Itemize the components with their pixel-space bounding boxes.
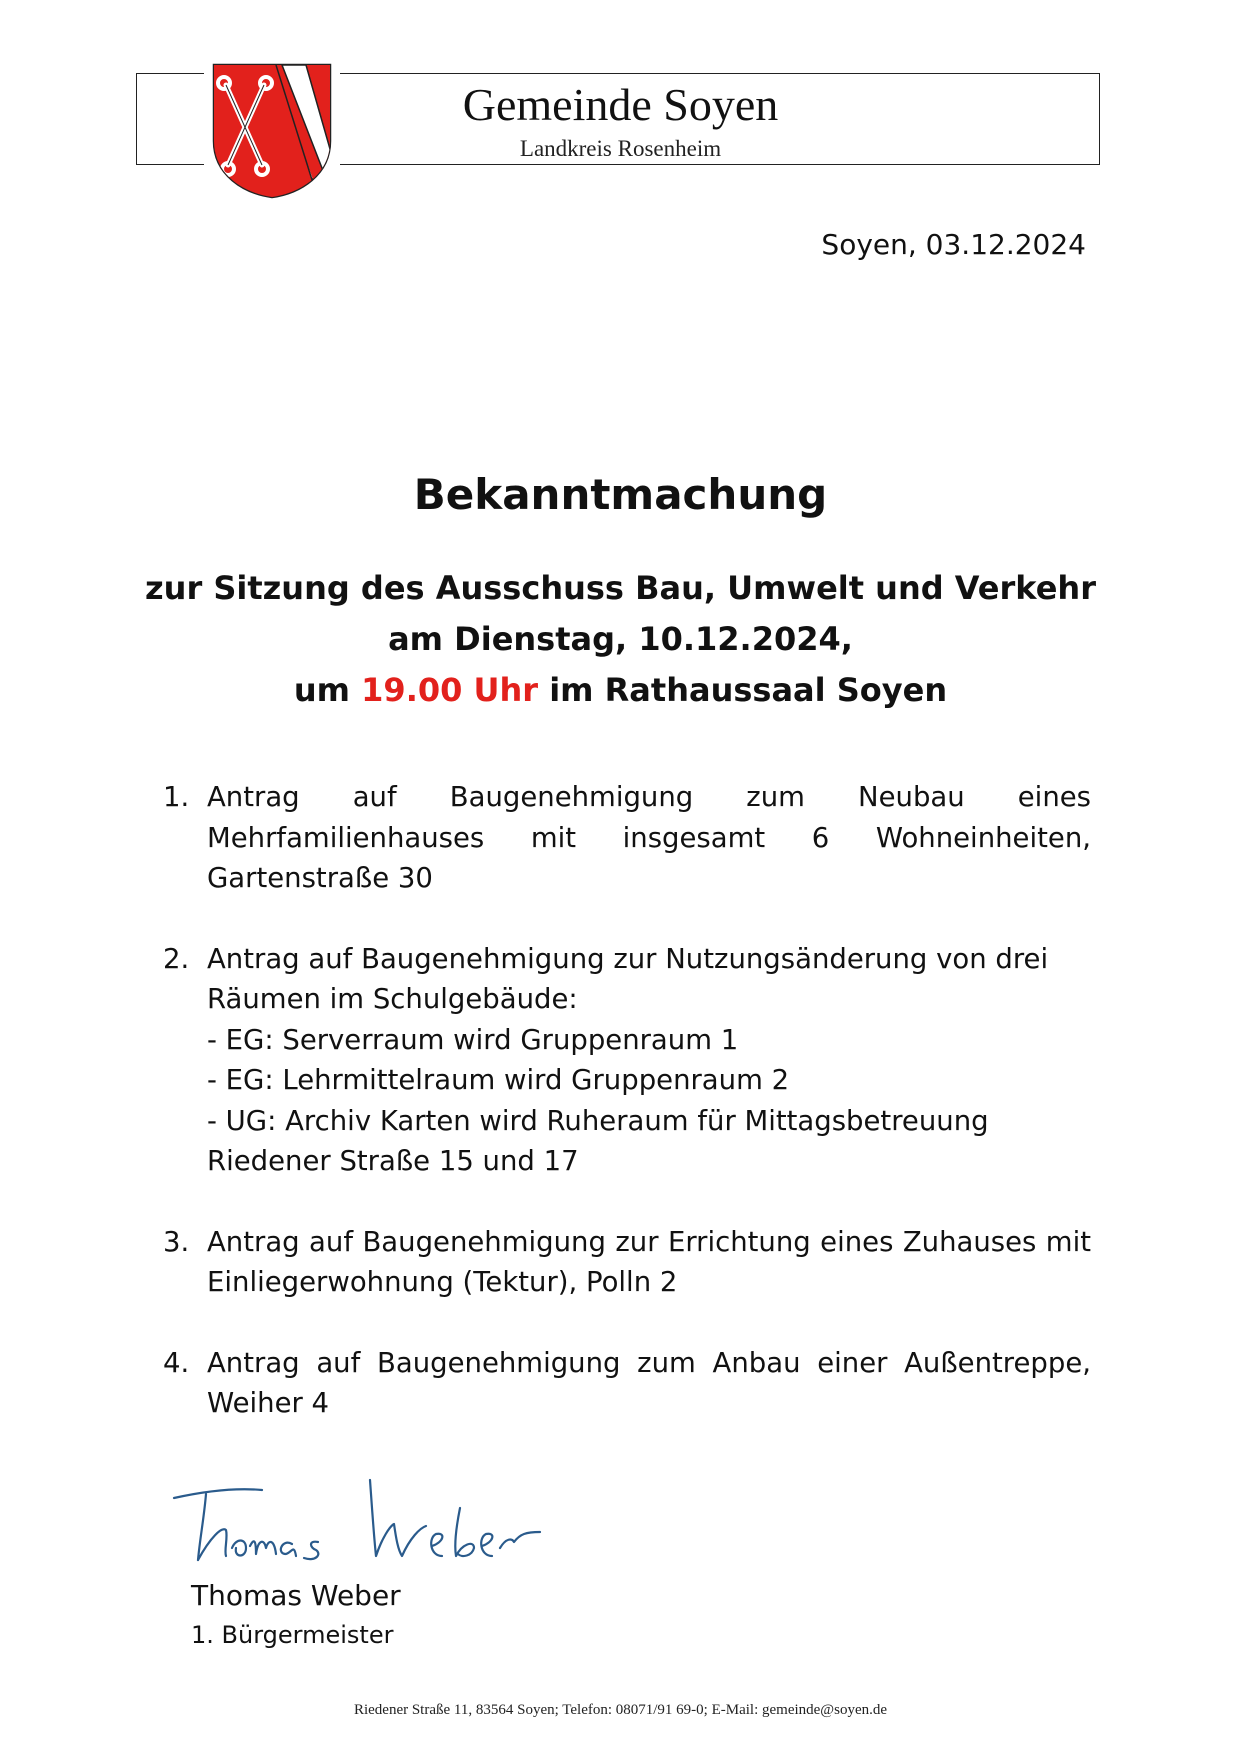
subtitle-suffix: im Rathaussaal Soyen (549, 671, 948, 709)
signer-role: 1. Bürgermeister (191, 1621, 394, 1649)
subtitle-line-2: am Dienstag, 10.12.2024, (388, 620, 853, 658)
agenda-item (163, 1343, 1091, 1424)
signer-name: Thomas Weber (191, 1579, 401, 1612)
agenda-item-line: - UG: Archiv Karten wird Ruheraum für Mittagsbetreuung (207, 1104, 989, 1137)
agenda-item (163, 777, 1091, 899)
subtitle-line-1: zur Sitzung des Ausschuss Bau, Umwelt und Verkehr (145, 569, 1096, 607)
agenda-item-number: 3. (163, 1225, 190, 1258)
agenda-item (163, 1222, 1091, 1303)
footer-contact: Riedener Straße 11, 83564 Soyen; Telefon: 08071/91 69-0; E-Mail: gemeinde@soyen.de (353, 1702, 888, 1718)
meeting-subtitle (0, 563, 1241, 716)
page-title: Bekanntmachung (413, 470, 828, 519)
agenda-item-number: 1. (163, 781, 190, 813)
subtitle-line-3 (0, 665, 1241, 716)
subtitle-prefix: um (293, 671, 351, 709)
agenda-list (163, 777, 1091, 1464)
agenda-item-line: - EG: Serverraum wird Gruppenraum 1 (207, 1023, 739, 1056)
agenda-item-text: Antrag auf Baugenehmigung zum Neubau eines Mehrfamilienhauses mit insgesamt 6 Wohneinheiten, Gartenstraße 30 (207, 781, 1091, 894)
agenda-item-number: 2. (163, 942, 190, 975)
handwritten-signature (170, 1468, 560, 1578)
agenda-item-text: Antrag auf Baugenehmigung zum Anbau einer Außentreppe, Weiher 4 (207, 1346, 1091, 1419)
agenda-item-text: Antrag auf Baugenehmigung zur Errichtung eines Zuhauses mit Einliegerwohnung (Tektur), Polln 2 (207, 1225, 1091, 1298)
meeting-time: 19.00 Uhr (361, 671, 539, 709)
agenda-item-line: Räumen im Schulgebäude: (207, 983, 578, 1015)
date-line: Soyen, 03.12.2024 (821, 228, 1086, 261)
agenda-item-number: 4. (163, 1346, 190, 1379)
agenda-item-line: Antrag auf Baugenehmigung zur Nutzungsänderung von drei (207, 942, 1049, 975)
agenda-item-line: - EG: Lehrmittelraum wird Gruppenraum 2 (207, 1064, 790, 1096)
district-name: Landkreis Rosenheim (519, 136, 722, 161)
agenda-item-line: Riedener Straße 15 und 17 (207, 1145, 579, 1177)
agenda-item (163, 939, 1091, 1182)
organization-name: Gemeinde Soyen (462, 79, 779, 130)
